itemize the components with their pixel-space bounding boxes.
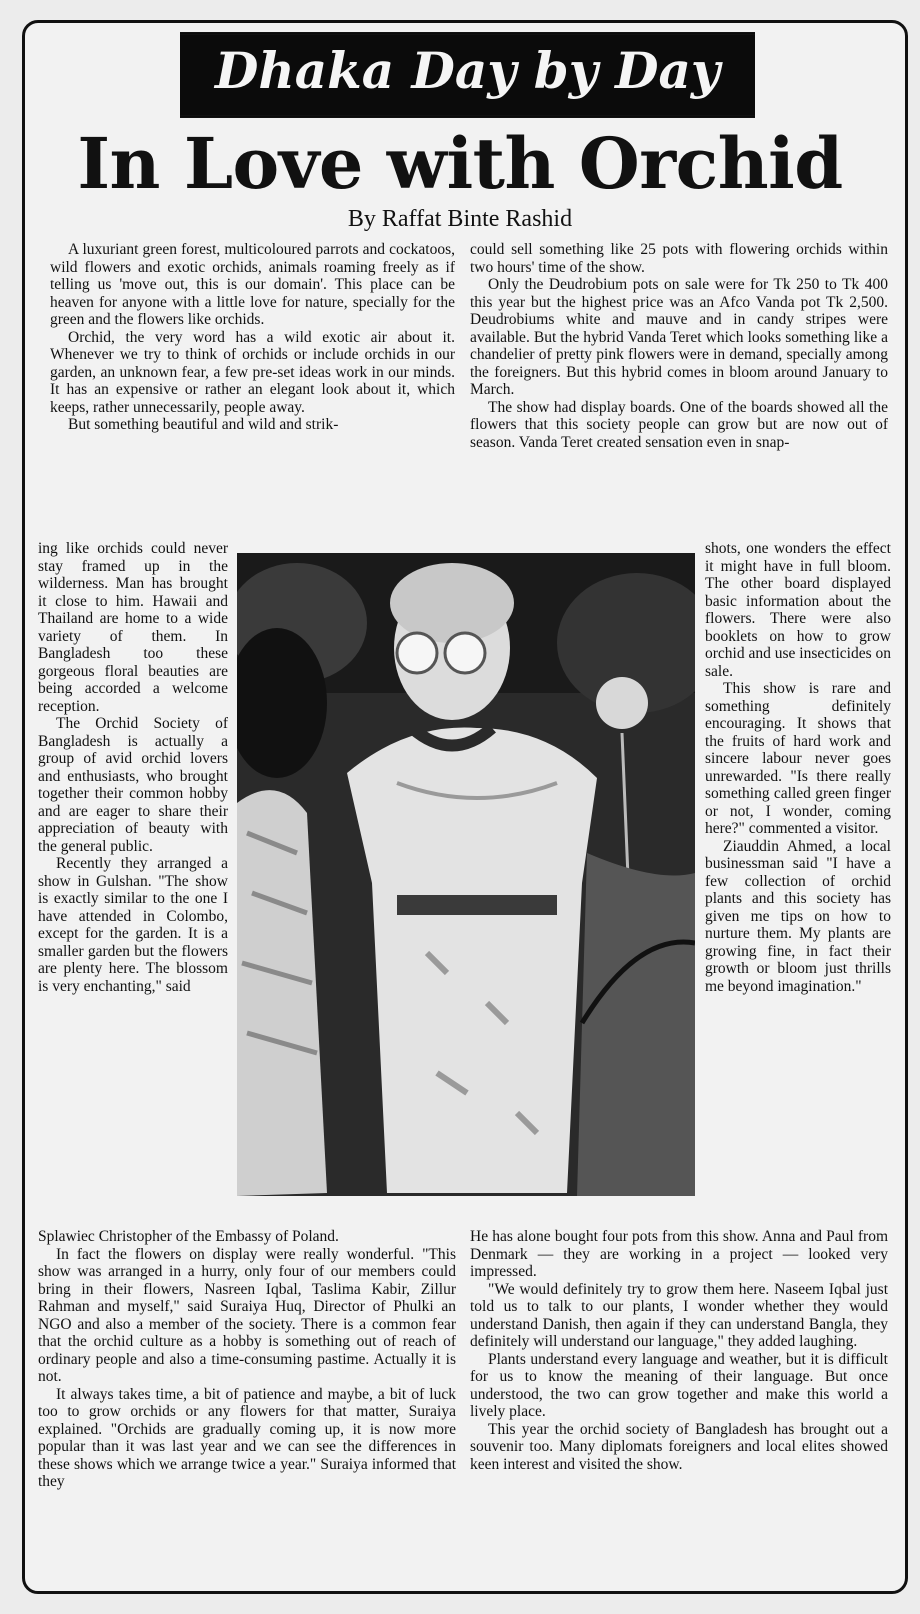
paragraph: The Orchid Society of Bangladesh is actually a group of avid orchid lovers and enthusiasts, who brought together their common hobby and are eager to share their appreciation of beauty with the general public. (38, 715, 228, 855)
paragraph: It always takes time, a bit of patience and maybe, a bit of luck too to grow orchids or any flowers for that matter, Suraiya explained. "Orchids are gradually coming up, it is now more popular than it was last year and we can see the differences in these shows which we arrange twice a year." Suraiya informed that they (38, 1385, 456, 1490)
paragraph: This year the orchid society of Bangladesh has brought out a souvenir too. Many diplomats foreigners and local elites showed keen interest and visited the show. (470, 1420, 888, 1473)
paragraph: Orchid, the very word has a wild exotic air about it. Whenever we try to think of orchids or include orchids in our garden, an unknown fear, a few pre-set ideas work in our minds. It has an expensive or rather an elegant look about it, which keeps, rather unnecessarily, people away. (50, 328, 455, 416)
paragraph: Recently they arranged a show in Gulshan. "The show is exactly similar to the one I have attended in Colombo, except for the garden. It is a smaller garden but the flowers are plenty here. The blossom is very enchanting," said (38, 855, 228, 995)
paragraph: A luxuriant green forest, multicoloured parrots and cockatoos, wild flowers and exotic orchids, animals roaming freely as if telling us 'move out, this is our domain'. This place can be heaven for anyone with a little love for nature, specially for the green and the flowers like orchids. (50, 241, 455, 328)
paragraph: Only the Deudrobium pots on sale were for Tk 250 to Tk 400 this year but the highest price was an Afco Vanda pot Tk 2,500. Deudrobiums white and mauve and in candy stripes were available. But the hybrid Vanda Teret which looks something like a chandelier of pretty pink flowers were in demand, specially among the foreigners. But this hybrid comes in bloom around January to March. (470, 276, 888, 398)
section-title: Dhaka Day by Day (214, 41, 720, 100)
column-left-bottom (38, 1228, 456, 1583)
paragraph: He has alone bought four pots from this show. Anna and Paul from Denmark — they are working in a project — looked very impressed. (470, 1228, 888, 1280)
column-left-top (50, 241, 455, 533)
paragraph: The show had display boards. One of the boards showed all the flowers that this society people can grow but are now out of season. Vanda Teret created sensation even in snap- (470, 398, 888, 451)
column-right-top (470, 241, 888, 533)
headline: In Love with Orchid (77, 122, 843, 205)
paragraph: Ziauddin Ahmed, a local businessman said "I have a few collection of orchid plants and this society has given me tips on how to nurture them. My plants are growing fine, in fact their growth or bloom just thrills me beyond imagination." (705, 837, 891, 995)
paragraph: In fact the flowers on display were really wonderful. "This show was arranged in a hurry, only four of our members could bring in their flowers, Nasreen Iqbal, Taslima Kabir, Zillur Rahman and myself," said Suraiya Huq, Director of Phulki an NGO and also a member of the society. There is a common fear that the orchid culture as a hobby is something out of reach of ordinary people and also a time-consuming pastime. Actually it is not. (38, 1245, 456, 1385)
paragraph: could sell something like 25 pots with flowering orchids within two hours' time of the show. (470, 241, 888, 276)
article-photo (237, 553, 695, 1196)
column-right-mid (705, 540, 891, 1200)
paragraph: But something beautiful and wild and strik- (68, 416, 339, 433)
byline: By Raffat Binte Rashid (347, 206, 573, 232)
paragraph: Plants understand every language and weather, but it is difficult for us to know the meaning of their language. But once understood, the two can grow together and make this world a lively place. (470, 1350, 888, 1420)
column-right-bottom (470, 1228, 888, 1583)
section-banner (180, 32, 755, 118)
paragraph: Splawiec Christopher of the Embassy of Poland. (38, 1228, 339, 1245)
paragraph: "We would definitely try to grow them here. Naseem Iqbal just told us to talk to our plants, I wonder whether they would understand Danish, then again if they can understand Bangla, they definitely will understand our language," they added laughing. (470, 1280, 888, 1350)
paragraph: shots, one wonders the effect it might have in full bloom. The other board displayed basic information about the flowers. There were also booklets on how to grow orchid and use insecticides on sale. (705, 540, 891, 680)
paragraph: ing like orchids could never stay framed up in the wilderness. Man has brought it close to him. Hawaii and Thailand are home to a wide variety of them. In Bangladesh too these gorgeous floral beauties are being accorded a welcome reception. (38, 540, 228, 715)
column-left-mid (38, 540, 228, 1200)
paragraph: This show is rare and something definitely encouraging. It shows that the fruits of hard work and sincere labour never goes unrewarded. "Is there really something called green finger or not, I wonder, coming here?" commented a visitor. (705, 680, 891, 837)
